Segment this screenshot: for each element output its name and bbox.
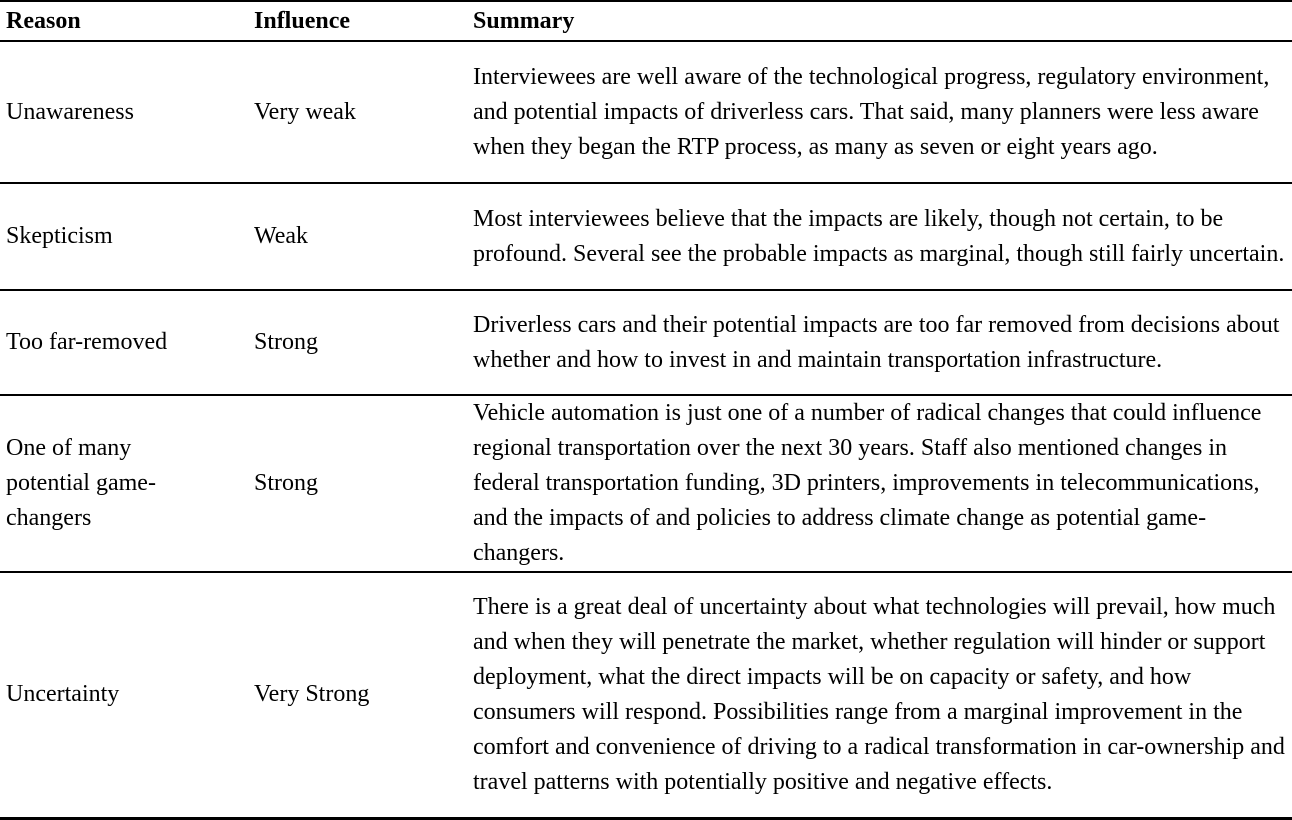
table-row [0,395,1292,572]
influence-cell: Very Strong [248,572,467,818]
summary-cell: Vehicle automation is just one of a number of radical changes that could influence regional transportation over the next 30 years. Staff also mentioned changes in federal transportation funding, 3D printers, improvements in telecommunications, and the impacts of and policies to address climate change as potential game-changers. [467,395,1292,572]
header-row [0,1,1292,41]
summary-cell: Most interviewees believe that the impacts are likely, though not certain, to be profound. Several see the probable impacts as marginal, though still fairly uncertain. [467,183,1292,290]
table-header [0,1,1292,41]
header-reason: Reason [0,1,248,41]
influence-cell: Weak [248,183,467,290]
reason-cell: One of many potential game-changers [0,395,248,572]
reason-cell: Uncertainty [0,572,248,818]
header-influence: Influence [248,1,467,41]
reason-cell: Unawareness [0,41,248,183]
table-row [0,41,1292,183]
table-row [0,183,1292,290]
table-row [0,572,1292,818]
summary-cell: There is a great deal of uncertainty about what technologies will prevail, how much and when they will penetrate the market, whether regulation will hinder or support deployment, what the direct impacts will be on capacity or safety, and how consumers will respond. Possibilities range from a marginal improvement in the comfort and convenience of driving to a radical transformation in car-ownership and travel patterns with potentially positive and negative effects. [467,572,1292,818]
influence-cell: Very weak [248,41,467,183]
reason-cell: Too far-removed [0,290,248,395]
header-summary: Summary [467,1,1292,41]
summary-cell: Interviewees are well aware of the technological progress, regulatory environment, and potential impacts of driverless cars. That said, many planners were less aware when they began the RTP process, as many as seven or eight years ago. [467,41,1292,183]
influence-cell: Strong [248,290,467,395]
reason-cell: Skepticism [0,183,248,290]
influence-cell: Strong [248,395,467,572]
table-body [0,41,1292,818]
table-row [0,290,1292,395]
summary-cell: Driverless cars and their potential impacts are too far removed from decisions about whether and how to invest in and maintain transportation infrastructure. [467,290,1292,395]
